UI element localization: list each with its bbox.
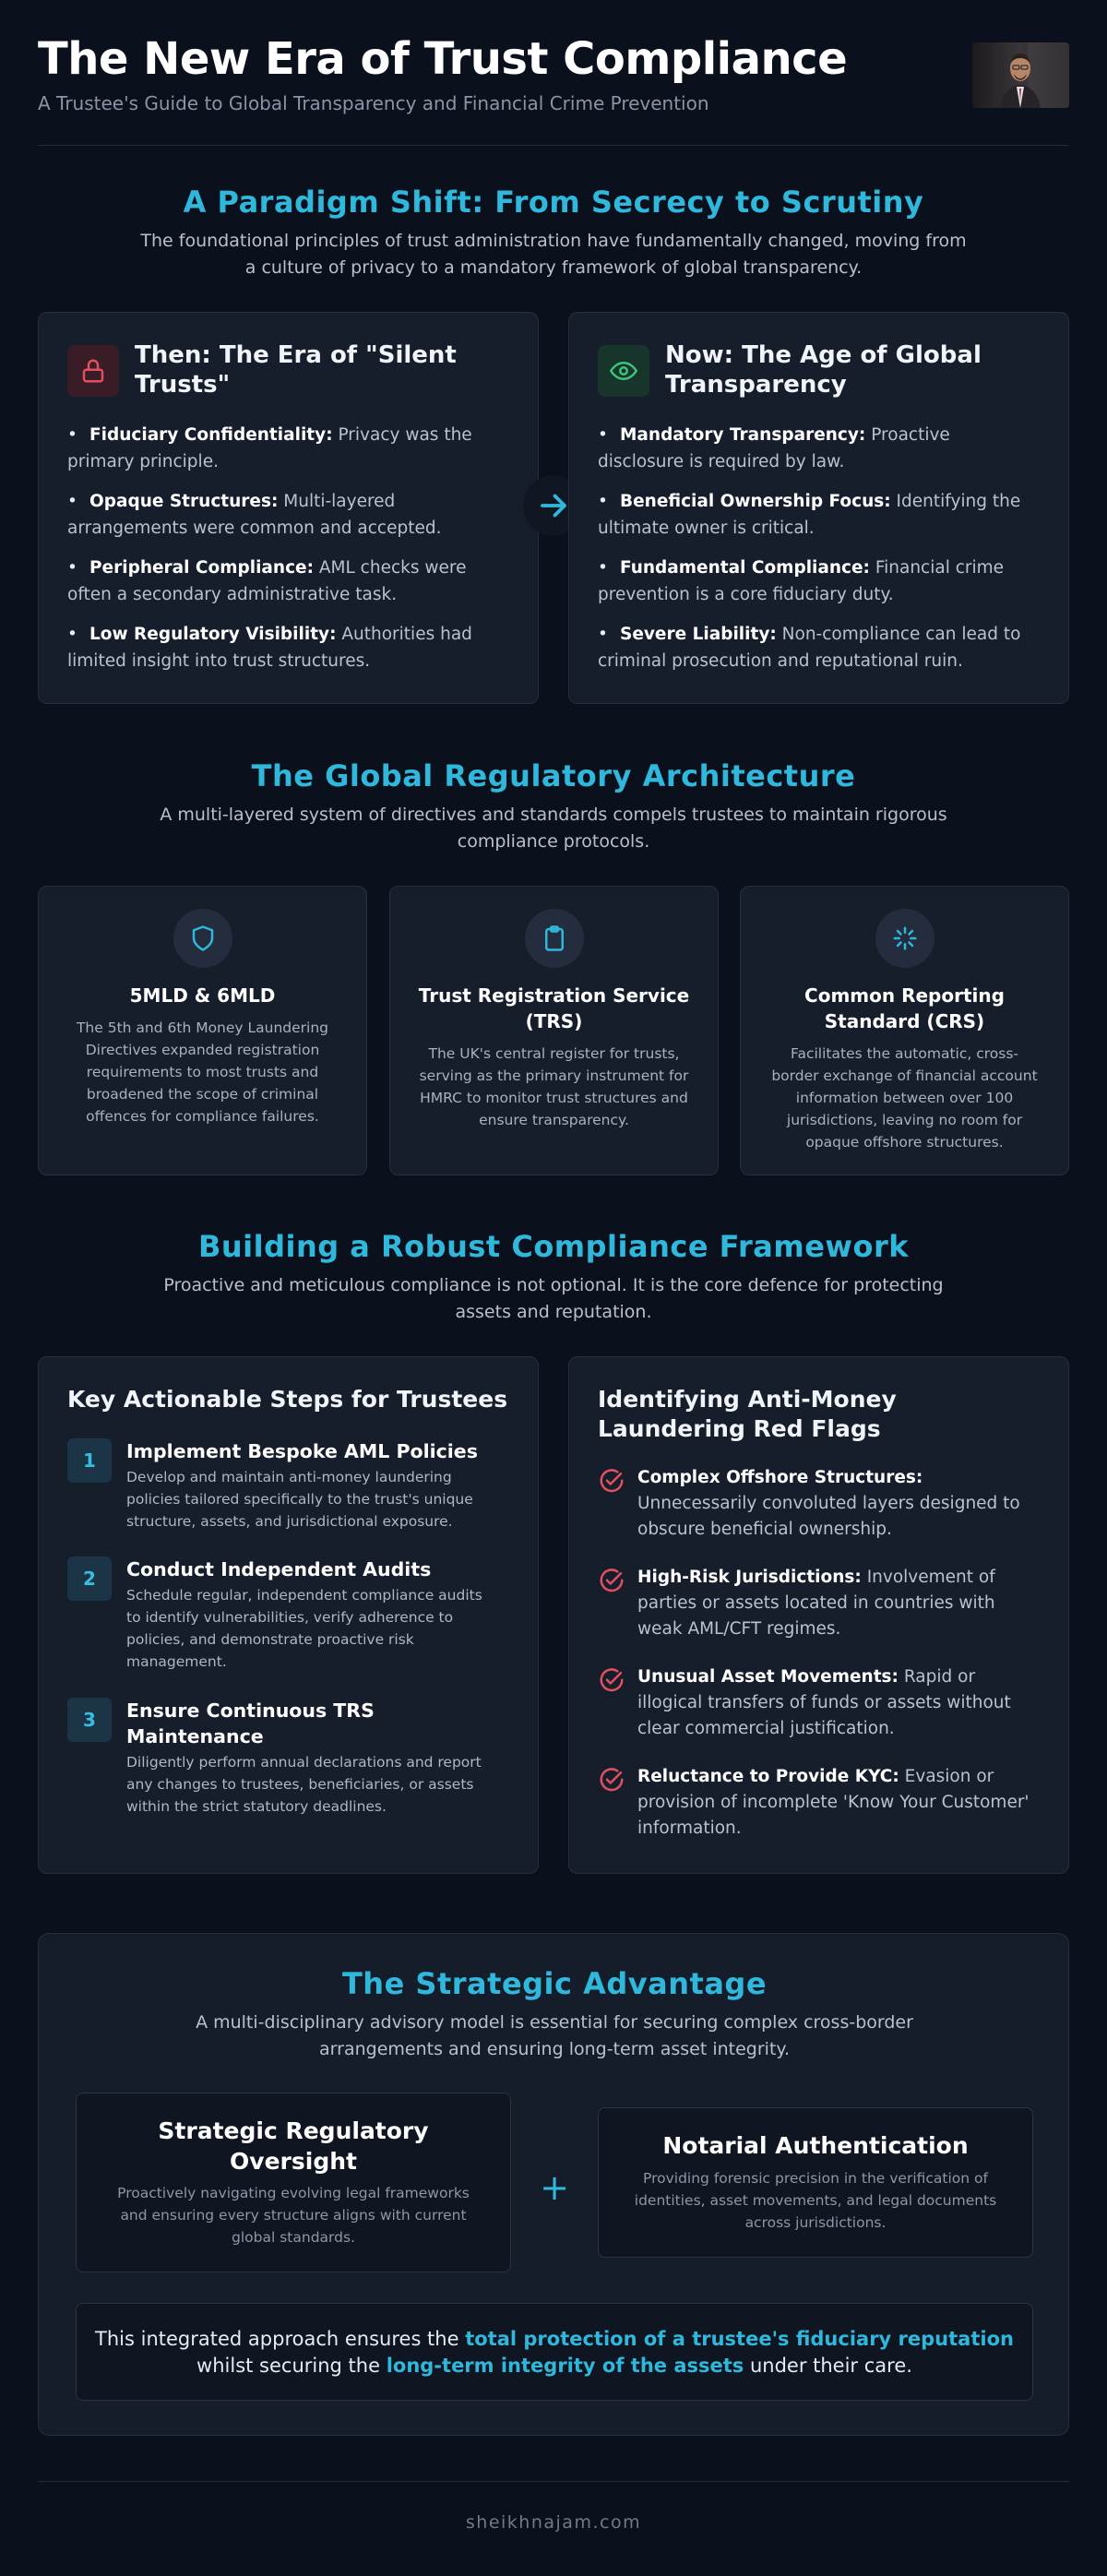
oversight-text: Proactively navigating evolving legal frameworks and ensuring every structure aligns with current global standards.	[117, 2185, 470, 2246]
then-card	[38, 312, 539, 704]
step-text: Diligently perform annual declarations and report any changes to trustees, beneficiaries, or assets within the strict statutory deadlines.	[126, 1754, 482, 1815]
then-card-title: Then: The Era of "Silent Trusts"	[135, 341, 457, 399]
highlight-text: long-term integrity of the assets	[386, 2355, 744, 2377]
strategic-subtitle: A multi-disciplinary advisory model is essential for securing complex cross-border arrangements and ensuring long-term asset integrity.	[196, 2012, 913, 2059]
framework-title: Building a Robust Compliance Framework	[197, 1229, 910, 1264]
regulation-card-crs	[740, 886, 1069, 1175]
regulation-card-trs	[389, 886, 719, 1175]
now-list	[598, 422, 1041, 687]
list-item: • Fundamental Compliance: Financial crime prevention is a core fiduciary duty.	[598, 558, 1005, 604]
step-number: 3	[67, 1698, 112, 1742]
regulation-card-text: Facilitates the automatic, cross-border exchange of financial account information between over 100 jurisdictions, leaving no room for opaque offshore structures.	[771, 1045, 1038, 1151]
shield-icon	[173, 909, 232, 968]
red-flag-item: Complex Offshore Structures: Unnecessarily convoluted layers designed to obscure beneficial ownership.	[598, 1465, 1041, 1543]
red-flags-card	[568, 1356, 1069, 1874]
framework-subtitle: Proactive and meticulous compliance is not optional. It is the core defence for protecting assets and reputation.	[163, 1275, 944, 1322]
avatar	[972, 42, 1069, 108]
step-title: Implement Bespoke AML Policies	[126, 1440, 478, 1462]
regulation-card-mld	[38, 886, 367, 1175]
step-item	[67, 1438, 501, 1532]
list-item: • Fiduciary Confidentiality: Privacy was the primary principle.	[67, 425, 472, 471]
steps-card	[38, 1356, 539, 1874]
summary-box: This integrated approach ensures the total protection of a trustee's fiduciary reputation whilst securing the long-term integrity of the assets under their care.	[76, 2303, 1033, 2401]
step-text: Schedule regular, independent compliance audits to identify vulnerabilities, verify adherence to policies, and demonstrate proactive risk management.	[126, 1587, 482, 1670]
notarial-card	[598, 2107, 1033, 2258]
page-title: The New Era of Trust Compliance	[38, 33, 848, 85]
oversight-title: Strategic Regulatory Oversight	[158, 2117, 429, 2175]
regulation-card-title: Trust Registration Service (TRS)	[418, 984, 690, 1032]
red-flag-item: Unusual Asset Movements: Rapid or illogical transfers of funds or assets without clear commercial justification.	[598, 1664, 1041, 1742]
lock-icon	[67, 345, 119, 397]
step-number: 1	[67, 1438, 112, 1483]
steps-card-title: Key Actionable Steps for Trustees	[67, 1386, 508, 1413]
now-card-title: Now: The Age of Global Transparency	[665, 341, 982, 399]
page-subtitle: A Trustee's Guide to Global Transparency and Financial Crime Prevention	[38, 92, 709, 114]
step-item	[67, 1556, 501, 1673]
notarial-text: Providing forensic precision in the verification of identities, asset movements, and legal documents across jurisdictions.	[634, 2170, 997, 2231]
strategic-panel	[38, 1933, 1069, 2436]
loader-icon	[875, 909, 934, 968]
oversight-card	[76, 2093, 511, 2272]
paradigm-title: A Paradigm Shift: From Secrecy to Scrutiny	[183, 185, 924, 220]
list-item: • Severe Liability: Non-compliance can lead to criminal prosecution and reputational ruin.	[598, 625, 1021, 671]
check-circle-icon	[598, 1667, 625, 1695]
regulatory-title: The Global Regulatory Architecture	[251, 758, 856, 793]
header-divider	[38, 145, 1069, 146]
then-list	[67, 422, 510, 687]
step-item	[67, 1698, 501, 1818]
paradigm-subtitle: The foundational principles of trust administration have fundamentally changed, moving from a culture of privacy to a mandatory framework of global transparency.	[140, 231, 967, 278]
plus-icon: +	[540, 2167, 569, 2208]
list-item: • Low Regulatory Visibility: Authorities had limited insight into trust structures.	[67, 625, 472, 671]
check-circle-icon	[598, 1468, 625, 1496]
eye-icon	[598, 345, 649, 397]
list-item: • Peripheral Compliance: AML checks were often a secondary administrative task.	[67, 558, 467, 604]
step-number: 2	[67, 1556, 112, 1601]
regulation-card-title: Common Reporting Standard (CRS)	[804, 984, 1005, 1032]
highlight-text: total protection of a trustee's fiduciary reputation	[465, 2328, 1014, 2350]
list-item: • Beneficial Ownership Focus: Identifying the ultimate owner is critical.	[598, 492, 1021, 538]
footer-site-link[interactable]: sheikhnajam.com	[465, 2512, 642, 2533]
red-flag-item: Reluctance to Provide KYC: Evasion or provision of incomplete 'Know Your Customer' information.	[598, 1764, 1041, 1842]
red-flag-item: High-Risk Jurisdictions: Involvement of parties or assets located in countries with weak AML/CFT regimes.	[598, 1565, 1041, 1642]
regulation-card-text: The 5th and 6th Money Laundering Directives expanded registration requirements to most trusts and broadened the scope of criminal offences for compliance failures.	[76, 1020, 329, 1125]
list-item: • Mandatory Transparency: Proactive disclosure is required by law.	[598, 425, 950, 471]
footer-divider	[38, 2481, 1069, 2482]
regulatory-subtitle: A multi-layered system of directives and standards compels trustees to maintain rigorous compliance protocols.	[160, 805, 947, 852]
regulation-card-title: 5MLD & 6MLD	[129, 984, 276, 1007]
list-item: • Opaque Structures: Multi-layered arrangements were common and accepted.	[67, 492, 442, 538]
now-card	[568, 312, 1069, 704]
step-title: Conduct Independent Audits	[126, 1558, 432, 1580]
regulation-card-text: The UK's central register for trusts, serving as the primary instrument for HMRC to monitor trust structures and ensure transparency.	[419, 1045, 689, 1128]
header	[38, 33, 1069, 146]
step-text: Develop and maintain anti-money laundering policies tailored specifically to the trust's unique structure, assets, and jurisdictional exposure.	[126, 1469, 473, 1530]
step-title: Ensure Continuous TRS Maintenance	[126, 1699, 375, 1747]
notarial-title: Notarial Authentication	[662, 2132, 969, 2159]
check-circle-icon	[598, 1767, 625, 1795]
check-circle-icon	[598, 1568, 625, 1595]
strategic-title: The Strategic Advantage	[341, 1966, 768, 2001]
red-flags-title: Identifying Anti-Money Laundering Red Flags	[598, 1386, 897, 1442]
clipboard-icon	[525, 909, 584, 968]
